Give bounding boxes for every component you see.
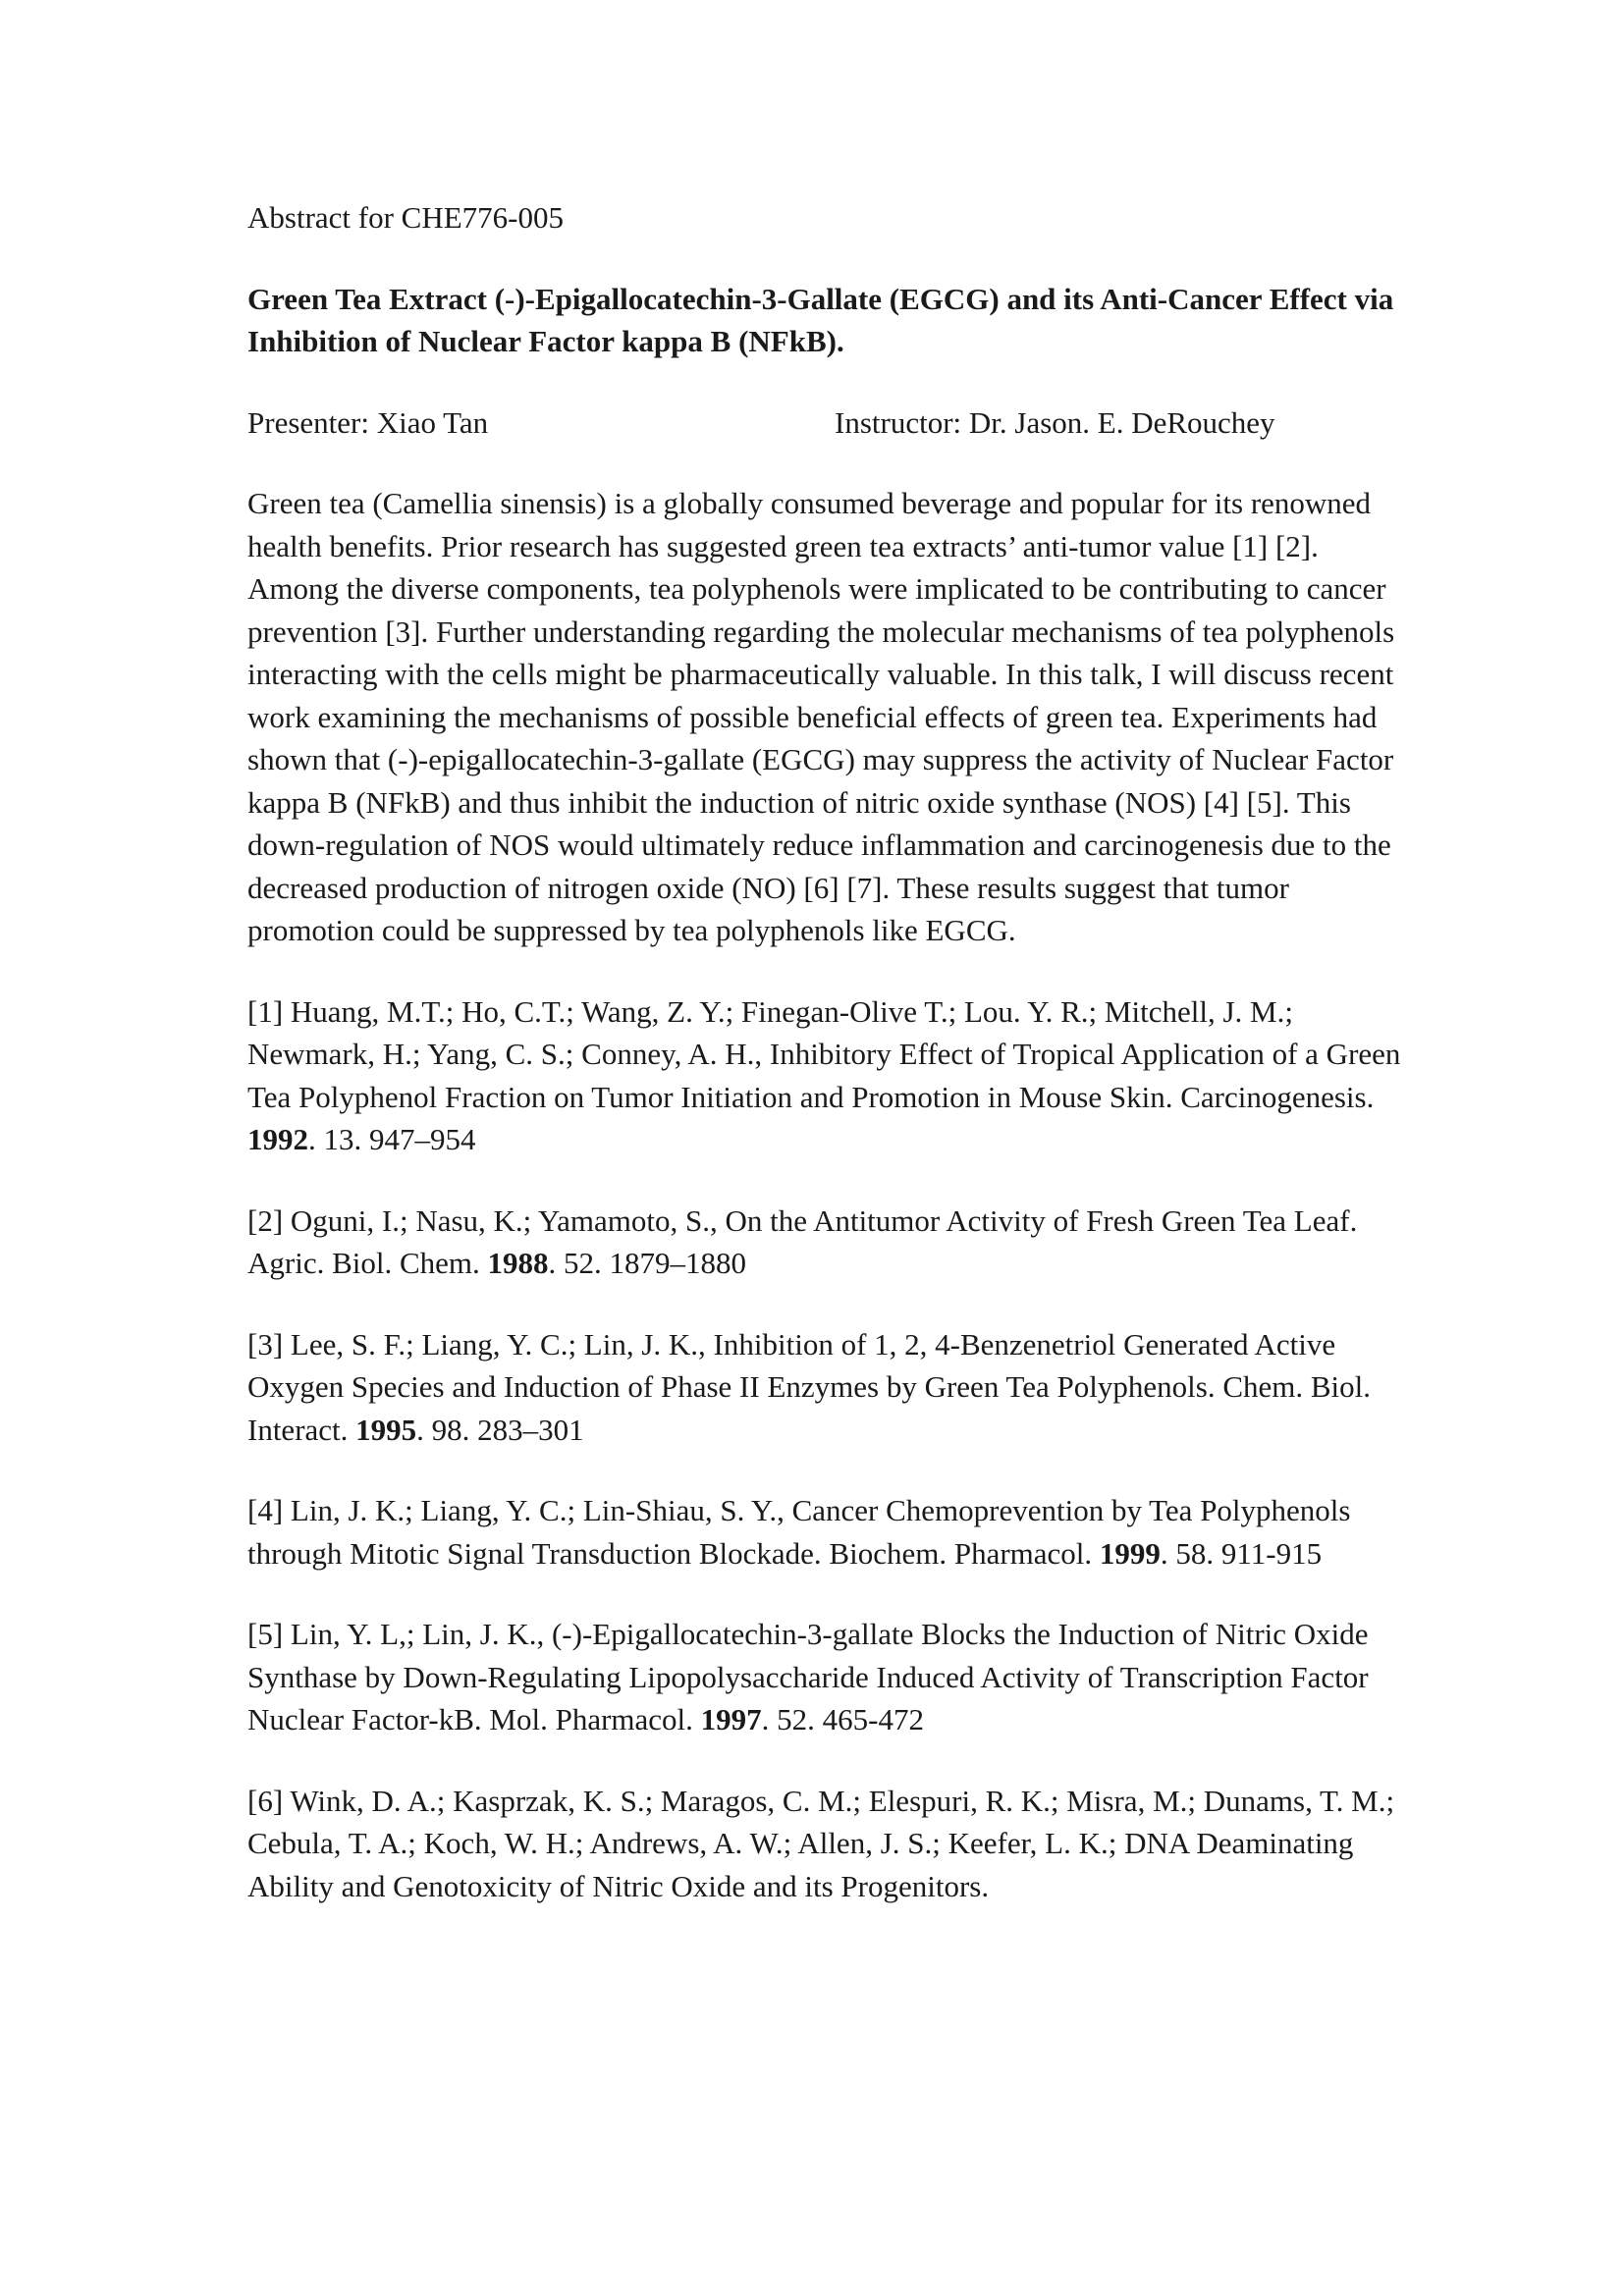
reference-year: 1988: [487, 1246, 549, 1280]
course-line: Abstract for CHE776-005: [247, 200, 564, 235]
reference-4: [247, 1489, 1406, 1575]
reference-text: [6] Wink, D. A.; Kasprzak, K. S.; Maragos, C. M.; Elespuri, R. K.; Misra, M.; Dunams, T. M.; Cebula, T. A.; Koch, W. H.; Andrews, A. W.; Allen, J. S.; Keefer, L. K.; DNA Deaminating Ability and Genotoxicity of Nitric Oxide and its Progenitors.: [247, 1783, 1395, 1903]
reference-text: [3] Lee, S. F.; Liang, Y. C.; Lin, J. K., Inhibition of 1, 2, 4-Benzenetriol Generated Active Oxygen Species and Induction of Phase II Enzymes by Green Tea Polyphenols. Chem. Biol. Interact.: [247, 1326, 1372, 1447]
reference-text: [1] Huang, M.T.; Ho, C.T.; Wang, Z. Y.; Finegan-Olive T.; Lou. Y. R.; Mitchell, J. M.; Newmark, H.; Yang, C. S.; Conney, A. H., Inhibitory Effect of Tropical Application of a Green Tea Polyphenol Fraction on Tumor Initiation and Promotion in Mouse Skin. Carcinogenesis.: [247, 993, 1401, 1114]
reference-text: . 52. 1879–1880: [548, 1246, 747, 1280]
reference-1: [247, 990, 1406, 1161]
reference-text: [2] Oguni, I.; Nasu, K.; Yamamoto, S., On the Antitumor Activity of Fresh Green Tea Leaf. Agric. Biol. Chem.: [247, 1202, 1358, 1280]
presenter: Presenter: Xiao Tan: [247, 404, 489, 440]
reference-text: . 52. 465-472: [761, 1702, 924, 1736]
document-title: Green Tea Extract (-)-Epigallocatechin-3-Gallate (EGCG) and its Anti-Cancer Effect via Inhibition of Nuclear Factor kappa B (NFkB).: [247, 281, 1394, 358]
reference-text: [5] Lin, Y. L,; Lin, J. K., (-)-Epigallocatechin-3-gallate Blocks the Induction of Nitric Oxide Synthase by Down-Regulating Lipopolysaccharide Induced Activity of Transcription Factor Nuclear Factor-kB. Mol. Pharmacol.: [247, 1617, 1369, 1736]
document-page: [247, 196, 1406, 1946]
reference-6: [247, 1780, 1406, 1908]
reference-5: [247, 1613, 1406, 1741]
reference-list: [247, 990, 1406, 1908]
reference-year: 1999: [1099, 1535, 1161, 1571]
reference-year: 1995: [355, 1412, 417, 1447]
reference-text: . 58. 911-915: [1160, 1535, 1323, 1571]
reference-3: [247, 1323, 1406, 1452]
reference-2: [247, 1200, 1406, 1285]
abstract-paragraph: Green tea (Camellia sinensis) is a globally consumed beverage and popular for its renowned health benefits. Prior research has suggested green tea extracts’ anti-tumor value [1] [2]. Among the diverse components, tea polyphenols were implicated to be contributing to cancer prevention [3]. Further understanding regarding the molecular mechanisms of tea polyphenols interacting with the cells might be pharmaceutically valuable. In this talk, I will discuss recent work examining the mechanisms of possible beneficial effects of green tea. Experiments had shown that (-)-epigallocatechin-3-gallate (EGCG) may suppress the activity of Nuclear Factor kappa B (NFkB) and thus inhibit the induction of nitric oxide synthase (NOS) [4] [5]. This down-regulation of NOS would ultimately reduce inflammation and carcinogenesis due to the decreased production of nitrogen oxide (NO) [6] [7]. These results suggest that tumor promotion could be suppressed by tea polyphenols like EGCG.: [247, 486, 1395, 947]
people-line: [247, 401, 1406, 445]
reference-text: . 13. 947–954: [308, 1122, 476, 1156]
instructor: Instructor: Dr. Jason. E. DeRouchey: [835, 404, 1275, 440]
reference-year: 1997: [700, 1702, 762, 1736]
reference-text: [4] Lin, J. K.; Liang, Y. C.; Lin-Shiau, S. Y., Cancer Chemoprevention by Tea Polyphenols through Mitotic Signal Transduction Blockade. Biochem. Pharmacol.: [247, 1493, 1351, 1571]
reference-year: 1992: [247, 1122, 308, 1156]
reference-text: . 98. 283–301: [416, 1412, 584, 1447]
